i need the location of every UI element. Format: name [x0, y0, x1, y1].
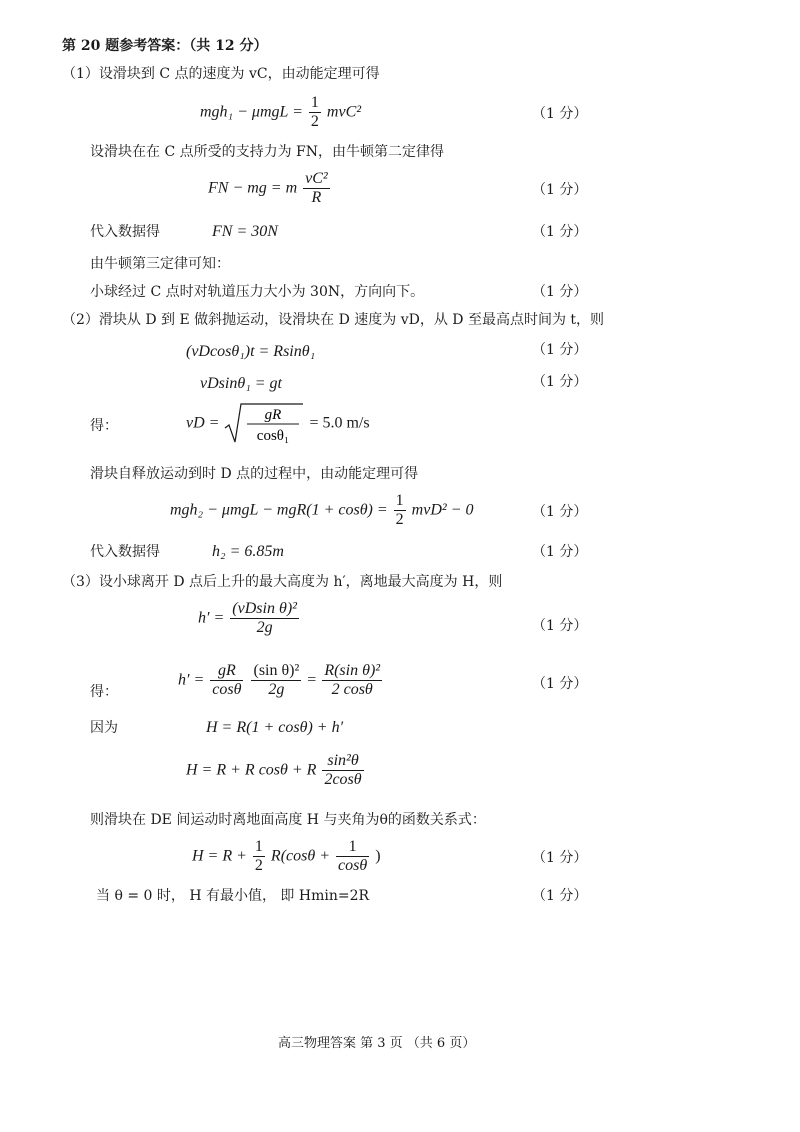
score-label: （1 分） — [532, 106, 588, 122]
eq-text: = — [307, 671, 317, 689]
frac-den: cosθ — [212, 681, 242, 699]
radical-icon — [223, 402, 305, 446]
score-label: （1 分） — [532, 224, 588, 240]
eq-text: mgh₁ − μmgL = — [200, 103, 303, 121]
part2-eq5: h₂ = 6.85m — [212, 543, 284, 560]
part3-intro: （3）设小球离开 D 点后上升的最大高度为 h′，离地最大高度为 H，则 — [62, 574, 503, 590]
score-label: （1 分） — [532, 676, 588, 692]
frac-num: 1 — [394, 492, 406, 511]
frac-den: 2cosθ — [324, 771, 362, 789]
frac-den: R — [311, 189, 322, 207]
part1-line3-label: 代入数据得 — [90, 224, 160, 240]
frac-num: 1 — [336, 838, 369, 857]
fraction — [322, 662, 382, 700]
eq-text: = 5.0 m/s — [309, 414, 370, 432]
part3-label-because: 因为 — [90, 720, 118, 736]
frac-num: 1 — [309, 94, 321, 113]
part3-eq3: H = R(1 + cosθ) + h′ — [206, 719, 344, 736]
page-footer: 高三物理答案 第 3 页 （共 6 页） — [278, 1036, 476, 1051]
part2-line4: 滑块自释放运动到时 D 点的过程中，由动能定理可得 — [90, 466, 419, 482]
fraction — [336, 838, 369, 876]
eq-text: ) — [375, 847, 381, 865]
eq-text: FN − mg = m — [208, 179, 298, 197]
fraction — [230, 600, 299, 638]
frac-den: 2 cosθ — [331, 681, 373, 699]
eq-text: h′ = — [178, 671, 205, 689]
part3-line5: 则滑块在 DE 间运动时离地面高度 H 与夹角为θ的函数关系式： — [90, 812, 486, 828]
score-label: （1 分） — [532, 888, 588, 904]
sqrt-den: cosθ₁ — [257, 428, 290, 444]
sqrt-symbol — [223, 402, 305, 446]
frac-num: 1 — [253, 838, 265, 857]
part1-eq1 — [200, 94, 361, 132]
part2-label-de: 得： — [90, 418, 118, 434]
frac-num: (vDsin θ)² — [230, 600, 299, 619]
eq-text: H = R + R cosθ + R — [186, 761, 317, 779]
eq-text: vD = — [186, 414, 220, 432]
part3-eq1 — [198, 600, 301, 638]
fraction — [303, 170, 330, 208]
score-label: （1 分） — [532, 374, 588, 390]
fraction — [309, 94, 321, 132]
eq-text: H = R + — [192, 847, 247, 865]
part3-eq4 — [186, 752, 366, 790]
frac-num: sin²θ — [322, 752, 363, 771]
part2-line5-label: 代入数据得 — [90, 544, 160, 560]
eq-text: mvC² — [326, 103, 362, 121]
score-label: （1 分） — [532, 182, 588, 198]
score-label: （1 分） — [532, 284, 588, 300]
frac-den: cosθ — [338, 857, 368, 875]
fraction — [253, 838, 265, 876]
part3-last: 当 θ = 0 时， H 有最小值， 即 Hmin=2R — [96, 888, 370, 904]
part2-eq2: vDsinθ₁ = gt — [200, 375, 282, 392]
question-heading: 第 20 题参考答案：（共 12 分） — [62, 38, 268, 54]
part1-line2: 设滑块在在 C 点所受的支持力为 FN，由牛顿第二定律得 — [90, 144, 445, 160]
frac-den: 2g — [256, 619, 273, 637]
part3-eq6 — [192, 838, 381, 876]
fraction — [251, 662, 301, 700]
fraction — [210, 662, 243, 700]
part1-line5: 小球经过 C 点时对轨道压力大小为 30N，方向向下。 — [90, 284, 425, 300]
score-label: （1 分） — [532, 850, 588, 866]
eq-text: h′ = — [198, 609, 225, 627]
frac-den: 2 — [310, 113, 319, 131]
eq-text: mvD² − 0 — [411, 501, 474, 519]
eq-text: mgh₂ − μmgL − mgR(1 + cosθ) = — [170, 501, 388, 519]
frac-den: 2 — [395, 511, 404, 529]
frac-num: gR — [210, 662, 243, 681]
score-label: （1 分） — [532, 618, 588, 634]
part2-intro: （2）滑块从 D 到 E 做斜抛运动，设滑块在 D 速度为 vD，从 D 至最高点时间为 t，则 — [62, 312, 605, 328]
score-label: （1 分） — [532, 544, 588, 560]
part1-eq3: FN = 30N — [212, 223, 278, 240]
part1-intro: （1）设滑块到 C 点的速度为 vC，由动能定理可得 — [62, 66, 380, 82]
frac-num: vC² — [303, 170, 330, 189]
part1-eq2 — [208, 170, 332, 208]
frac-num: (sin θ)² — [251, 662, 301, 681]
fraction — [322, 752, 363, 790]
part2-eq1: (vDcosθ₁)t = Rsinθ₁ — [186, 343, 316, 360]
part2-eq4 — [170, 492, 473, 530]
frac-den: 2g — [268, 681, 285, 699]
part2-eq3 — [186, 402, 370, 446]
sqrt-num: gR — [265, 407, 282, 423]
part3-eq2 — [178, 662, 384, 700]
frac-num: R(sin θ)² — [322, 662, 382, 681]
eq-text: R(cosθ + — [270, 847, 331, 865]
part3-label-de: 得： — [90, 684, 118, 700]
part1-line4: 由牛顿第三定律可知： — [90, 256, 230, 272]
score-label: （1 分） — [532, 504, 588, 520]
score-label: （1 分） — [532, 342, 588, 358]
fraction — [394, 492, 406, 530]
frac-den: 2 — [254, 857, 263, 875]
